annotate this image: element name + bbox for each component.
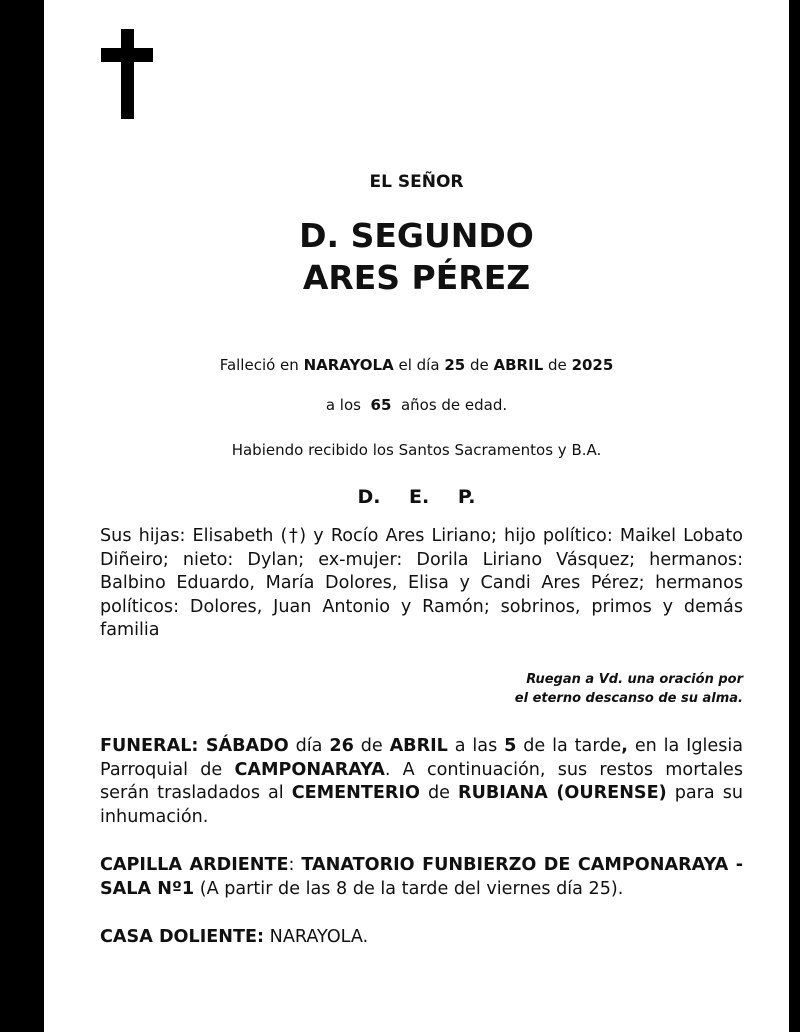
funeral-text: de bbox=[360, 736, 383, 756]
funeral-church: CAMPONARAYA bbox=[234, 759, 385, 780]
right-border-bar bbox=[789, 0, 800, 1032]
name-line-1: D. SEGUNDO bbox=[299, 216, 534, 255]
prayer-line-2: el eterno descanso de su alma. bbox=[514, 691, 743, 706]
family-list: Sus hijas: Elisabeth (†) y Rocío Ares Liriano; hijo político: Maikel Lobato Diñeiro; nieto: Dylan; ex-mujer: Dorila Liriano Vásquez; hermanos: Balbino Eduardo, María Dolores, Elisa y Candi Ares Pérez; hermanos políticos: Dolores, Juan Antonio y Ramón; sobrinos, primos y demás familia bbox=[100, 526, 743, 640]
honorific-title: EL SEÑOR bbox=[369, 172, 464, 192]
death-prefix: Falleció en bbox=[219, 356, 299, 374]
prayer-request bbox=[420, 670, 743, 708]
dep-heading: D. E. P. bbox=[357, 486, 476, 508]
cross-icon bbox=[101, 29, 153, 119]
funeral-text: de la tarde bbox=[523, 736, 622, 756]
left-border-bar bbox=[0, 0, 44, 1032]
capilla-label: CAPILLA ARDIENTE bbox=[100, 855, 289, 875]
age-line bbox=[44, 396, 789, 414]
funeral-info bbox=[100, 735, 743, 829]
capilla-colon: : bbox=[288, 855, 295, 875]
funeral-hour: 5 bbox=[504, 736, 517, 756]
funeral-text: para su inhumación. bbox=[100, 783, 744, 827]
age-years: 65 bbox=[370, 396, 392, 414]
funeral-text: de bbox=[428, 783, 451, 803]
death-day: 25 bbox=[444, 356, 466, 374]
death-place: NARAYOLA bbox=[303, 356, 394, 374]
age-prefix: a los bbox=[325, 396, 361, 414]
death-month: ABRIL bbox=[493, 356, 544, 374]
age-suffix: años de edad. bbox=[400, 396, 508, 414]
funeral-text: . A continuación, sus restos mortales serán trasladados al bbox=[100, 759, 743, 803]
funeral-day: 26 bbox=[329, 736, 354, 756]
funeral-text: día bbox=[295, 736, 323, 756]
name-line-2: ARES PÉREZ bbox=[302, 258, 531, 297]
funeral-cemetery: CEMENTERIO bbox=[291, 783, 420, 803]
funeral-cemetery-place: RUBIANA (OURENSE) bbox=[458, 783, 667, 803]
casa-label: CASA DOLIENTE: bbox=[100, 927, 265, 947]
death-dia: el día bbox=[398, 356, 440, 374]
capilla-note: (A partir de las 8 de la tarde del viernes día 25). bbox=[199, 878, 624, 899]
funeral-comma: , bbox=[621, 736, 628, 756]
death-de-1: de bbox=[469, 356, 489, 374]
casa-doliente-info bbox=[100, 926, 743, 950]
funeral-month: ABRIL bbox=[389, 736, 448, 756]
capilla-place: TANATORIO FUNBIERZO DE CAMPONARAYA - SALA Nº1 bbox=[100, 855, 744, 899]
death-notice bbox=[44, 356, 789, 374]
deceased-name bbox=[44, 215, 789, 299]
funeral-text: en la Iglesia Parroquial de bbox=[100, 736, 744, 780]
prayer-line-1: Ruegan a Vd. una oración por bbox=[526, 672, 743, 687]
sacraments-line: Habiendo recibido los Santos Sacramentos y B.A. bbox=[231, 441, 602, 459]
capilla-info bbox=[100, 854, 743, 901]
funeral-text: a las bbox=[454, 736, 498, 756]
casa-place: NARAYOLA. bbox=[269, 927, 369, 947]
death-year: 2025 bbox=[571, 356, 614, 374]
funeral-label: FUNERAL: SÁBADO bbox=[100, 736, 289, 756]
death-de-2: de bbox=[548, 356, 567, 374]
